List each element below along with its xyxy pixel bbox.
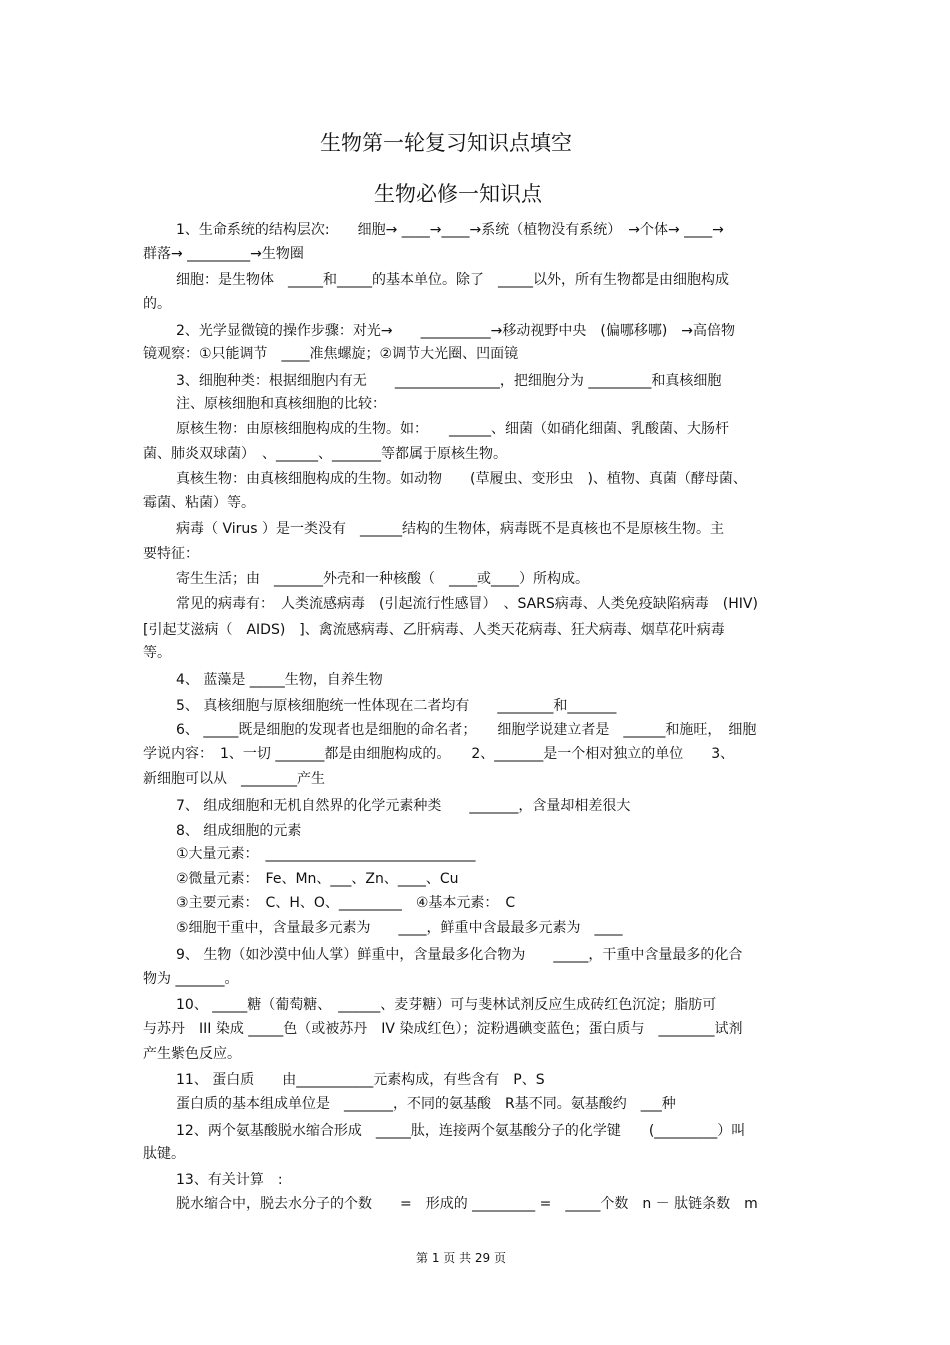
text-line: 3、细胞种类：根据细胞内有无 _______________，把细胞分为 _________和真核细胞 — [176, 373, 722, 389]
text-line: 13、有关计算 : — [176, 1172, 283, 1188]
text-line: 8、 组成细胞的元素 — [176, 823, 302, 839]
text-line: 脱水缩合中，脱去水分子的个数 = 形成的 _________ = _____个数 n － 肽链条数 m — [176, 1196, 758, 1212]
page-footer: 第 1 页 共 29 页 — [416, 1251, 506, 1265]
text-line: 学说内容： 1、一切 _______都是由细胞构成的。 2、_______是一个相对独立的单位 3、 — [143, 746, 735, 762]
text-line: 的。 — [143, 296, 171, 312]
text-line: ⑤细胞干重中，含量最多元素为 ____，鲜重中含最最多元素为 ____ — [176, 920, 623, 936]
text-line: ③主要元素： C、H、O、_________ ④基本元素： C — [176, 895, 516, 911]
text-line: 真核生物：由真核细胞构成的生物。如动物 (草履虫、变形虫 )、植物、真菌（酵母菌、 — [176, 471, 747, 487]
text-line: 10、 _____糖（葡萄糖、 ______、麦芽糖）可与斐林试剂反应生成砖红色沉淀；脂肪可 — [176, 997, 717, 1013]
text-line: 群落→ _________→生物圈 — [143, 246, 304, 262]
text-line: 寄生生活；由 _______外壳和一种核酸（ ____或____）所构成。 — [176, 571, 589, 587]
text-line: 7、 组成细胞和无机自然界的化学元素种类 _______，含量却相差很大 — [176, 798, 631, 814]
text-line: 1、生命系统的结构层次: 细胞→ ____→____→系统（植物没有系统） →个体→ ____→ — [176, 222, 724, 238]
text-line: 5、 真核细胞与原核细胞统一性体现在二者均有 ________和_______ — [176, 698, 617, 714]
text-line: 菌、肺炎双球菌） 、______、_______等都属于原核生物。 — [143, 446, 507, 462]
text-line: 肽键。 — [143, 1146, 185, 1162]
text-line: 12、两个氨基酸脱水缩合形成 _____肽，连接两个氨基酸分子的化学键 (_________）叫 — [176, 1123, 746, 1139]
text-line: 原核生物：由原核细胞构成的生物。如： ______、细菌（如硝化细菌、乳酸菌、大肠杆 — [176, 421, 729, 437]
text-line: 2、光学显微镜的操作步骤：对光→ __________→移动视野中央 (偏哪移哪) →高倍物 — [176, 323, 736, 339]
text-line: 等。 — [143, 645, 171, 661]
text-line: ①大量元素： ______________________________ — [176, 846, 476, 862]
text-line: 要特征： — [143, 546, 199, 562]
text-line: 产生紫色反应。 — [143, 1046, 241, 1062]
text-line: 蛋白质的基本组成单位是 _______，不同的氨基酸 R基不同。氨基酸约 ___种 — [176, 1096, 676, 1112]
text-line: 常见的病毒有： 人类流感病毒 (引起流行性感冒） 、SARS病毒、人类免疫缺陷病毒 (HIV) — [176, 596, 758, 612]
text-line: 霉菌、粘菌）等。 — [143, 495, 255, 511]
text-line: 新细胞可以从 ________产生 — [143, 771, 325, 787]
page-subtitle: 生物必修一知识点 — [374, 182, 542, 206]
text-line: 病毒（ Virus ）是一类没有 ______结构的生物体，病毒既不是真核也不是原核生物。主 — [176, 521, 724, 537]
text-line: 4、 蓝藻是 _____生物，自养生物 — [176, 672, 383, 688]
text-line: ②微量元素： Fe、Mn、___、Zn、____、Cu — [176, 871, 459, 887]
text-line: 镜观察：①只能调节 ____准焦螺旋；②调节大光圈、凹面镜 — [143, 346, 519, 362]
text-line: 与苏丹 III 染成 _____色（或被苏丹 IV 染成红色）；淀粉遇碘变蓝色；蛋白质与 ________试剂 — [143, 1021, 743, 1037]
text-line: 细胞：是生物体 _____和_____的基本单位。除了 _____以外，所有生物都是由细胞构成 — [176, 272, 729, 288]
text-line: [引起艾滋病（ AIDS) ]、禽流感病毒、乙肝病毒、人类天花病毒、狂犬病毒、烟草花叶病毒 — [143, 622, 725, 638]
text-line: 11、 蛋白质 由___________元素构成，有些含有 P、S — [176, 1072, 545, 1088]
page-title: 生物第一轮复习知识点填空 — [320, 131, 572, 155]
text-line: 物为 _______。 — [143, 971, 239, 987]
text-line: 9、 生物（如沙漠中仙人掌）鲜重中，含量最多化合物为 _____，干重中含量最多的化合 — [176, 947, 743, 963]
text-line: 注、原核细胞和真核细胞的比较： — [176, 396, 386, 412]
text-line: 6、 _____既是细胞的发现者也是细胞的命名者； 细胞学说建立者是 ______和施旺， 细胞 — [176, 722, 757, 738]
